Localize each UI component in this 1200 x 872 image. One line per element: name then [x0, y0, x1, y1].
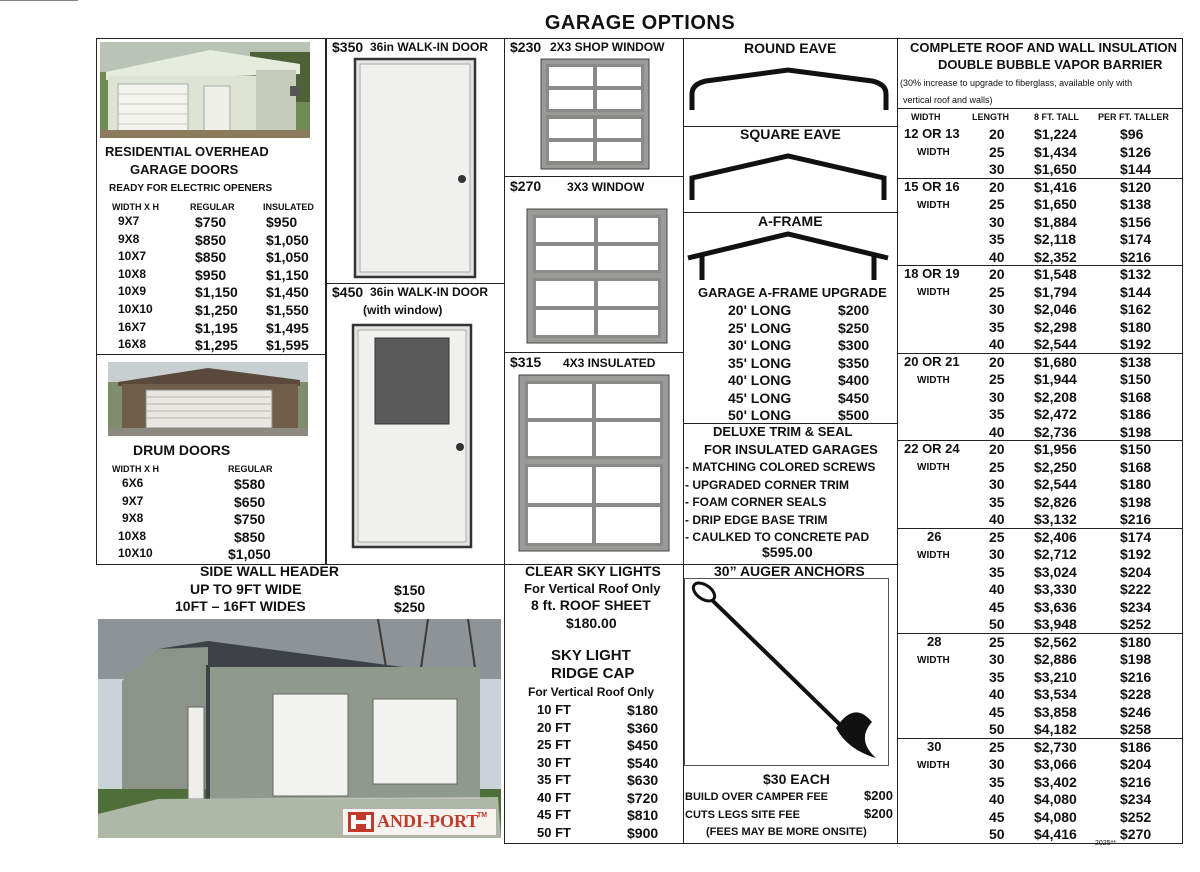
walk-in-1-label: 36in WALK-IN DOOR [370, 40, 489, 54]
auger-title: 30” AUGER ANCHORS [714, 563, 865, 579]
insulation-per-ft-price: $198 [1120, 651, 1152, 667]
drum-size: 10X8 [118, 528, 147, 543]
residential-size: 10X7 [118, 249, 147, 264]
a-frame-price: $400 [838, 372, 870, 388]
insulation-per-ft-price: $120 [1120, 178, 1152, 195]
insulation-8ft-price: $3,210 [1034, 668, 1077, 685]
window-2x3-icon [540, 58, 650, 170]
insulation-width-word: WIDTH [917, 759, 950, 771]
insulation-width: 12 OR 13 [904, 126, 960, 141]
a-frame-length: 25' LONG [728, 319, 792, 336]
residential-regular-price: $1,250 [195, 302, 238, 318]
residential-title-2: GARAGE DOORS [130, 162, 239, 177]
insulation-8ft-price: $2,886 [1034, 651, 1077, 667]
residential-insulated-price: $1,150 [266, 266, 309, 283]
insulation-8ft-price: $1,794 [1034, 283, 1077, 300]
round-eave-label: ROUND EAVE [744, 40, 837, 56]
a-frame-icon [684, 228, 894, 282]
side-wall-row2-label: 10FT – 16FT WIDES [175, 598, 306, 614]
insulation-length: 40 [989, 791, 1005, 807]
insulation-8ft-price: $1,680 [1034, 353, 1077, 370]
insulation-length: 35 [989, 318, 1005, 335]
insulation-length: 25 [989, 738, 1005, 755]
ridge-length: 40 FT [537, 789, 571, 805]
insulation-width-word: WIDTH [917, 654, 950, 666]
insulation-8ft-price: $3,402 [1034, 773, 1077, 790]
insulation-length: 25 [989, 371, 1005, 387]
deluxe-title-1: DELUXE TRIM & SEAL [713, 424, 853, 439]
residential-size: 9X7 [118, 214, 140, 228]
insulation-per-ft-price: $138 [1120, 353, 1152, 370]
insulation-width-word: WIDTH [917, 287, 950, 298]
insulation-8ft-price: $3,636 [1034, 598, 1077, 615]
insulation-8ft-price: $4,416 [1034, 826, 1077, 842]
insulation-8ft-price: $2,250 [1034, 458, 1077, 475]
ridge-length: 10 FT [537, 702, 571, 717]
insulation-8ft-price: $3,066 [1034, 756, 1077, 772]
drum-size: 10X10 [118, 546, 153, 560]
insulation-8ft-price: $1,956 [1034, 441, 1077, 457]
insulation-length: 40 [989, 686, 1005, 702]
insulation-length: 20 [989, 353, 1005, 370]
insulation-per-ft-price: $252 [1120, 808, 1152, 825]
residential-insulated-price: $1,050 [266, 249, 309, 266]
insulation-per-ft-price: $222 [1120, 581, 1152, 597]
insulation-per-ft-price: $150 [1120, 371, 1152, 387]
insulation-8ft-price: $1,944 [1034, 371, 1077, 387]
insulation-width: 26 [927, 528, 942, 544]
insulation-per-ft-price: $174 [1120, 231, 1152, 247]
insulation-8ft-price: $1,650 [1034, 196, 1077, 212]
ridge-price: $630 [627, 772, 659, 788]
insulation-length: 20 [989, 178, 1005, 195]
insulation-length: 25 [989, 283, 1005, 300]
insulation-width: 22 OR 24 [904, 441, 960, 456]
legs-fee-price: $200 [864, 806, 893, 821]
insulation-per-ft-price: $132 [1120, 266, 1152, 282]
insulation-8ft-price: $2,118 [1034, 231, 1077, 247]
round-eave-icon [684, 64, 894, 114]
big-garage-photo [98, 619, 501, 838]
insulation-per-ft-price: $144 [1120, 161, 1152, 177]
insulation-length: 40 [989, 511, 1005, 527]
ridge-length: 25 FT [537, 737, 571, 752]
residential-regular-price: $1,150 [195, 284, 238, 301]
insulation-width-word: WIDTH [917, 374, 950, 386]
a-frame-upgrade-title: GARAGE A-FRAME UPGRADE [698, 285, 887, 300]
drum-size: 9X7 [122, 493, 144, 508]
auger-anchor-icon [686, 580, 886, 764]
insulation-8ft-price: $2,736 [1034, 423, 1077, 440]
insulation-per-ft-price: $174 [1120, 528, 1152, 545]
drum-regular-price: $650 [234, 493, 266, 510]
insulation-8ft-price: $1,416 [1034, 178, 1077, 195]
insulation-8ft-price: $1,650 [1034, 161, 1077, 177]
walk-in-door-2-icon [350, 322, 474, 550]
drum-size: 6X6 [122, 476, 144, 490]
insulation-note-1: (30% increase to upgrade to fiberglass, available only with [900, 78, 1133, 88]
residential-garage-photo [100, 42, 310, 138]
residential-regular-price: $1,295 [195, 337, 238, 354]
a-frame-price: $450 [838, 389, 870, 406]
drum-regular-price: $750 [234, 511, 266, 527]
ridge-price: $540 [627, 754, 659, 771]
skylights-line3: 8 ft. ROOF SHEET [531, 597, 651, 613]
insulation-per-ft-price: $198 [1120, 423, 1152, 440]
drum-regular-price: $1,050 [228, 546, 271, 562]
insulation-length: 45 [989, 808, 1005, 825]
insulation-length: 25 [989, 528, 1005, 545]
insulation-8ft-price: $2,046 [1034, 301, 1077, 317]
ridge-length: 20 FT [537, 719, 571, 735]
insulation-per-ft-price: $204 [1120, 756, 1152, 772]
insulation-width-word: WIDTH [917, 549, 950, 561]
ridge-price: $720 [627, 789, 659, 806]
residential-insulated-price: $950 [266, 214, 298, 230]
insulation-note-2: vertical roof and walls) [903, 95, 993, 105]
residential-size: 10X8 [118, 266, 147, 281]
insulation-length: 30 [989, 476, 1005, 492]
insulation-per-ft-price: $180 [1120, 318, 1152, 335]
residential-subtitle: READY FOR ELECTRIC OPENERS [109, 183, 273, 194]
insulation-width: 20 OR 21 [904, 353, 960, 369]
residential-regular-price: $1,195 [195, 319, 238, 336]
residential-size: 10X9 [118, 284, 147, 299]
insulation-per-ft-price: $96 [1120, 126, 1144, 142]
insulation-per-ft-price: $156 [1120, 213, 1152, 230]
ridge-price: $450 [627, 737, 659, 753]
drum-regular-price: $580 [234, 476, 266, 492]
a-frame-price: $300 [838, 337, 870, 353]
ridge-price: $180 [627, 702, 659, 718]
insulation-8ft-price: $4,080 [1034, 808, 1077, 825]
insulation-length: 30 [989, 301, 1005, 317]
residential-insulated-price: $1,050 [266, 231, 309, 248]
insulation-length: 40 [989, 248, 1005, 265]
a-frame-price: $200 [838, 302, 870, 318]
a-frame-length: 20' LONG [728, 302, 792, 318]
walk-in-door-1-icon [352, 56, 478, 280]
insulation-8ft-price: $2,406 [1034, 528, 1077, 545]
logo-text: ANDI-PORT [377, 811, 479, 831]
insulation-8ft-price: $2,730 [1034, 738, 1077, 755]
insulation-length: 30 [989, 161, 1005, 177]
insulation-length: 30 [989, 756, 1005, 772]
insulation-8ft-price: $2,472 [1034, 406, 1077, 422]
insulation-per-ft-price: $192 [1120, 336, 1152, 352]
insulation-length: 35 [989, 406, 1005, 422]
window-2-price: $270 [510, 178, 542, 194]
ridge-length: 35 FT [537, 772, 571, 787]
insulation-width: 15 OR 16 [904, 178, 960, 194]
ridge-price: $900 [627, 824, 659, 841]
insulation-8ft-price: $3,330 [1034, 581, 1077, 597]
insulation-per-ft-price: $216 [1120, 511, 1152, 527]
a-frame-length: 50' LONG [728, 407, 792, 423]
residential-header-regular: REGULAR [190, 202, 235, 212]
insulation-header-per-ft: PER FT. TALLER [1098, 112, 1169, 122]
a-frame-length: 30' LONG [728, 337, 792, 353]
insulation-length: 35 [989, 668, 1005, 685]
insulation-per-ft-price: $180 [1120, 633, 1152, 650]
drum-size: 9X8 [122, 511, 144, 525]
ridge-length: 45 FT [537, 807, 571, 822]
a-frame-length: 35' LONG [728, 354, 792, 371]
insulation-per-ft-price: $150 [1120, 441, 1152, 457]
insulation-length: 25 [989, 633, 1005, 650]
insulation-length: 50 [989, 721, 1005, 737]
insulation-8ft-price: $3,132 [1034, 511, 1077, 527]
insulation-per-ft-price: $204 [1120, 563, 1152, 580]
skylights-title: CLEAR SKY LIGHTS [525, 563, 661, 579]
insulation-per-ft-price: $258 [1120, 721, 1152, 737]
a-frame-label: A-FRAME [758, 213, 823, 229]
insulation-length: 50 [989, 616, 1005, 632]
insulation-per-ft-price: $216 [1120, 668, 1152, 685]
residential-header-insulated: INSULATED [263, 202, 314, 212]
insulation-8ft-price: $2,544 [1034, 476, 1077, 492]
walk-in-1-price: $350 [332, 39, 364, 55]
insulation-8ft-price: $2,712 [1034, 546, 1077, 562]
insulation-width-word: WIDTH [917, 147, 950, 158]
insulation-8ft-price: $2,298 [1034, 318, 1077, 335]
insulation-per-ft-price: $252 [1120, 616, 1152, 632]
insulation-8ft-price: $2,544 [1034, 336, 1077, 352]
residential-insulated-price: $1,550 [266, 302, 309, 318]
a-frame-price: $500 [838, 407, 870, 423]
insulation-per-ft-price: $216 [1120, 248, 1152, 265]
logo-tm: TM [477, 812, 488, 819]
square-eave-icon [684, 148, 894, 204]
walk-in-2-price: $450 [332, 284, 364, 300]
insulation-length: 20 [989, 126, 1005, 142]
insulation-8ft-price: $4,182 [1034, 721, 1077, 737]
window-3x3-icon [526, 208, 668, 344]
drum-header-regular: REGULAR [228, 464, 273, 474]
deluxe-item: - FOAM CORNER SEALS [685, 495, 827, 509]
window-2-label: 3X3 WINDOW [567, 180, 645, 194]
insulation-per-ft-price: $270 [1120, 826, 1152, 842]
insulation-length: 25 [989, 458, 1005, 475]
a-frame-length: 45' LONG [728, 389, 792, 406]
insulation-per-ft-price: $180 [1120, 476, 1152, 492]
residential-insulated-price: $1,495 [266, 319, 309, 336]
drum-header-width: WIDTH X H [112, 464, 159, 474]
insulation-header-8ft: 8 FT. TALL [1034, 112, 1079, 122]
a-frame-length: 40' LONG [728, 372, 792, 388]
insulation-length: 40 [989, 336, 1005, 352]
insulation-length: 35 [989, 231, 1005, 247]
insulation-title-1: COMPLETE ROOF AND WALL INSULATION [910, 40, 1177, 55]
a-frame-price: $350 [838, 354, 870, 371]
insulation-8ft-price: $2,826 [1034, 493, 1077, 510]
insulation-length: 20 [989, 441, 1005, 457]
window-1-price: $230 [510, 39, 542, 55]
divider [897, 108, 1183, 109]
insulation-length: 35 [989, 493, 1005, 510]
insulation-width: 18 OR 19 [904, 266, 960, 281]
fees-note: (FEES MAY BE MORE ONSITE) [706, 826, 867, 838]
residential-insulated-price: $1,595 [266, 337, 309, 354]
insulation-per-ft-price: $234 [1120, 598, 1152, 615]
residential-size: 9X8 [118, 231, 140, 246]
square-eave-label: SQUARE EAVE [740, 126, 841, 142]
residential-header-width: WIDTH X H [112, 202, 159, 212]
side-wall-row1-label: UP TO 9FT WIDE [190, 581, 302, 597]
insulation-8ft-price: $1,434 [1034, 143, 1077, 160]
ridge-price: $810 [627, 807, 659, 823]
insulation-8ft-price: $3,948 [1034, 616, 1077, 632]
insulation-8ft-price: $1,548 [1034, 266, 1077, 282]
side-wall-title: SIDE WALL HEADER [200, 563, 339, 579]
top-rule [0, 0, 78, 1]
deluxe-item: - CAULKED TO CONCRETE PAD [685, 530, 870, 544]
insulation-length: 30 [989, 388, 1005, 405]
insulation-8ft-price: $2,562 [1034, 633, 1077, 650]
window-1-label: 2X3 SHOP WINDOW [550, 40, 665, 54]
insulation-length: 30 [989, 546, 1005, 562]
ridge-title-2: RIDGE CAP [551, 665, 635, 682]
insulation-length: 45 [989, 598, 1005, 615]
insulation-width-word: WIDTH [917, 462, 950, 473]
ridge-price: $360 [627, 719, 659, 736]
insulation-per-ft-price: $186 [1120, 738, 1152, 755]
skylights-line2: For Vertical Roof Only [524, 581, 661, 596]
walk-in-2-sublabel: (with window) [363, 303, 443, 317]
ridge-length: 30 FT [537, 754, 571, 770]
ridge-length: 50 FT [537, 824, 571, 840]
skylights-line4: $180.00 [566, 615, 617, 631]
insulation-per-ft-price: $186 [1120, 406, 1152, 422]
insulation-8ft-price: $2,208 [1034, 388, 1077, 405]
auger-price: $30 EACH [763, 771, 830, 787]
residential-size: 16X8 [118, 337, 147, 352]
insulation-per-ft-price: $138 [1120, 196, 1152, 212]
insulation-per-ft-price: $246 [1120, 703, 1152, 720]
insulation-8ft-price: $2,352 [1034, 248, 1077, 265]
residential-insulated-price: $1,450 [266, 284, 309, 301]
camper-fee-label: BUILD OVER CAMPER FEE [685, 791, 829, 803]
deluxe-title-2: FOR INSULATED GARAGES [704, 442, 878, 457]
insulation-per-ft-price: $228 [1120, 686, 1152, 702]
insulation-length: 40 [989, 423, 1005, 440]
insulation-width: 30 [927, 738, 942, 754]
drum-title: DRUM DOORS [133, 442, 231, 458]
insulation-length: 20 [989, 266, 1005, 282]
page-title: GARAGE OPTIONS [544, 12, 736, 34]
insulation-width-word: WIDTH [917, 199, 950, 211]
handi-port-logo-mark [347, 810, 375, 834]
insulation-length: 45 [989, 703, 1005, 720]
insulation-per-ft-price: $234 [1120, 791, 1152, 807]
insulation-length: 25 [989, 196, 1005, 212]
insulation-per-ft-price: $198 [1120, 493, 1152, 510]
insulation-length: 35 [989, 773, 1005, 790]
legs-fee-label: CUTS LEGS SITE FEE [685, 809, 800, 821]
camper-fee-price: $200 [864, 788, 893, 803]
insulation-length: 50 [989, 826, 1005, 842]
insulation-length: 30 [989, 213, 1005, 230]
insulation-length: 35 [989, 563, 1005, 580]
insulation-per-ft-price: $126 [1120, 143, 1152, 160]
insulation-per-ft-price: $168 [1120, 458, 1152, 475]
deluxe-price: $595.00 [762, 544, 813, 560]
insulation-per-ft-price: $162 [1120, 301, 1152, 317]
residential-regular-price: $750 [195, 214, 227, 230]
deluxe-item: - DRIP EDGE BASE TRIM [685, 512, 828, 527]
insulation-width: 28 [927, 633, 942, 649]
drum-garage-photo [108, 362, 308, 436]
residential-title-1: RESIDENTIAL OVERHEAD [105, 144, 269, 159]
insulation-8ft-price: $1,224 [1034, 126, 1077, 142]
insulation-footer: 2025** [1095, 840, 1117, 847]
insulation-8ft-price: $4,080 [1034, 791, 1077, 807]
residential-size: 10X10 [118, 302, 153, 316]
window-3-label: 4X3 INSULATED [563, 356, 656, 370]
insulation-length: 40 [989, 581, 1005, 597]
insulation-length: 30 [989, 651, 1005, 667]
deluxe-item: - MATCHING COLORED SCREWS [685, 460, 876, 474]
insulation-per-ft-price: $168 [1120, 388, 1152, 405]
insulation-length: 25 [989, 143, 1005, 160]
a-frame-price: $250 [838, 319, 870, 336]
residential-regular-price: $850 [195, 249, 227, 266]
insulation-8ft-price: $3,024 [1034, 563, 1077, 580]
insulation-header-length: LENGTH [972, 112, 1009, 122]
insulation-header-width: WIDTH [911, 112, 941, 122]
insulation-8ft-price: $3,858 [1034, 703, 1077, 720]
insulation-per-ft-price: $216 [1120, 773, 1152, 790]
drum-regular-price: $850 [234, 528, 266, 545]
deluxe-item: - UPGRADED CORNER TRIM [685, 477, 849, 492]
insulation-per-ft-price: $192 [1120, 546, 1152, 562]
residential-regular-price: $950 [195, 266, 227, 283]
insulation-8ft-price: $3,534 [1034, 686, 1077, 702]
window-3-price: $315 [510, 354, 542, 370]
insulation-per-ft-price: $144 [1120, 283, 1152, 300]
walk-in-2-label: 36in WALK-IN DOOR [370, 285, 489, 299]
side-wall-row1-price: $150 [394, 582, 426, 598]
residential-regular-price: $850 [195, 231, 227, 248]
ridge-title-1: SKY LIGHT [551, 647, 631, 664]
residential-size: 16X7 [118, 319, 147, 334]
ridge-subtitle: For Vertical Roof Only [528, 685, 655, 699]
handi-port-logo [342, 808, 497, 836]
side-wall-row2-price: $250 [394, 599, 426, 615]
insulation-title-2: DOUBLE BUBBLE VAPOR BARRIER [938, 57, 1163, 72]
insulation-8ft-price: $1,884 [1034, 213, 1077, 230]
window-4x3-icon [518, 374, 670, 552]
